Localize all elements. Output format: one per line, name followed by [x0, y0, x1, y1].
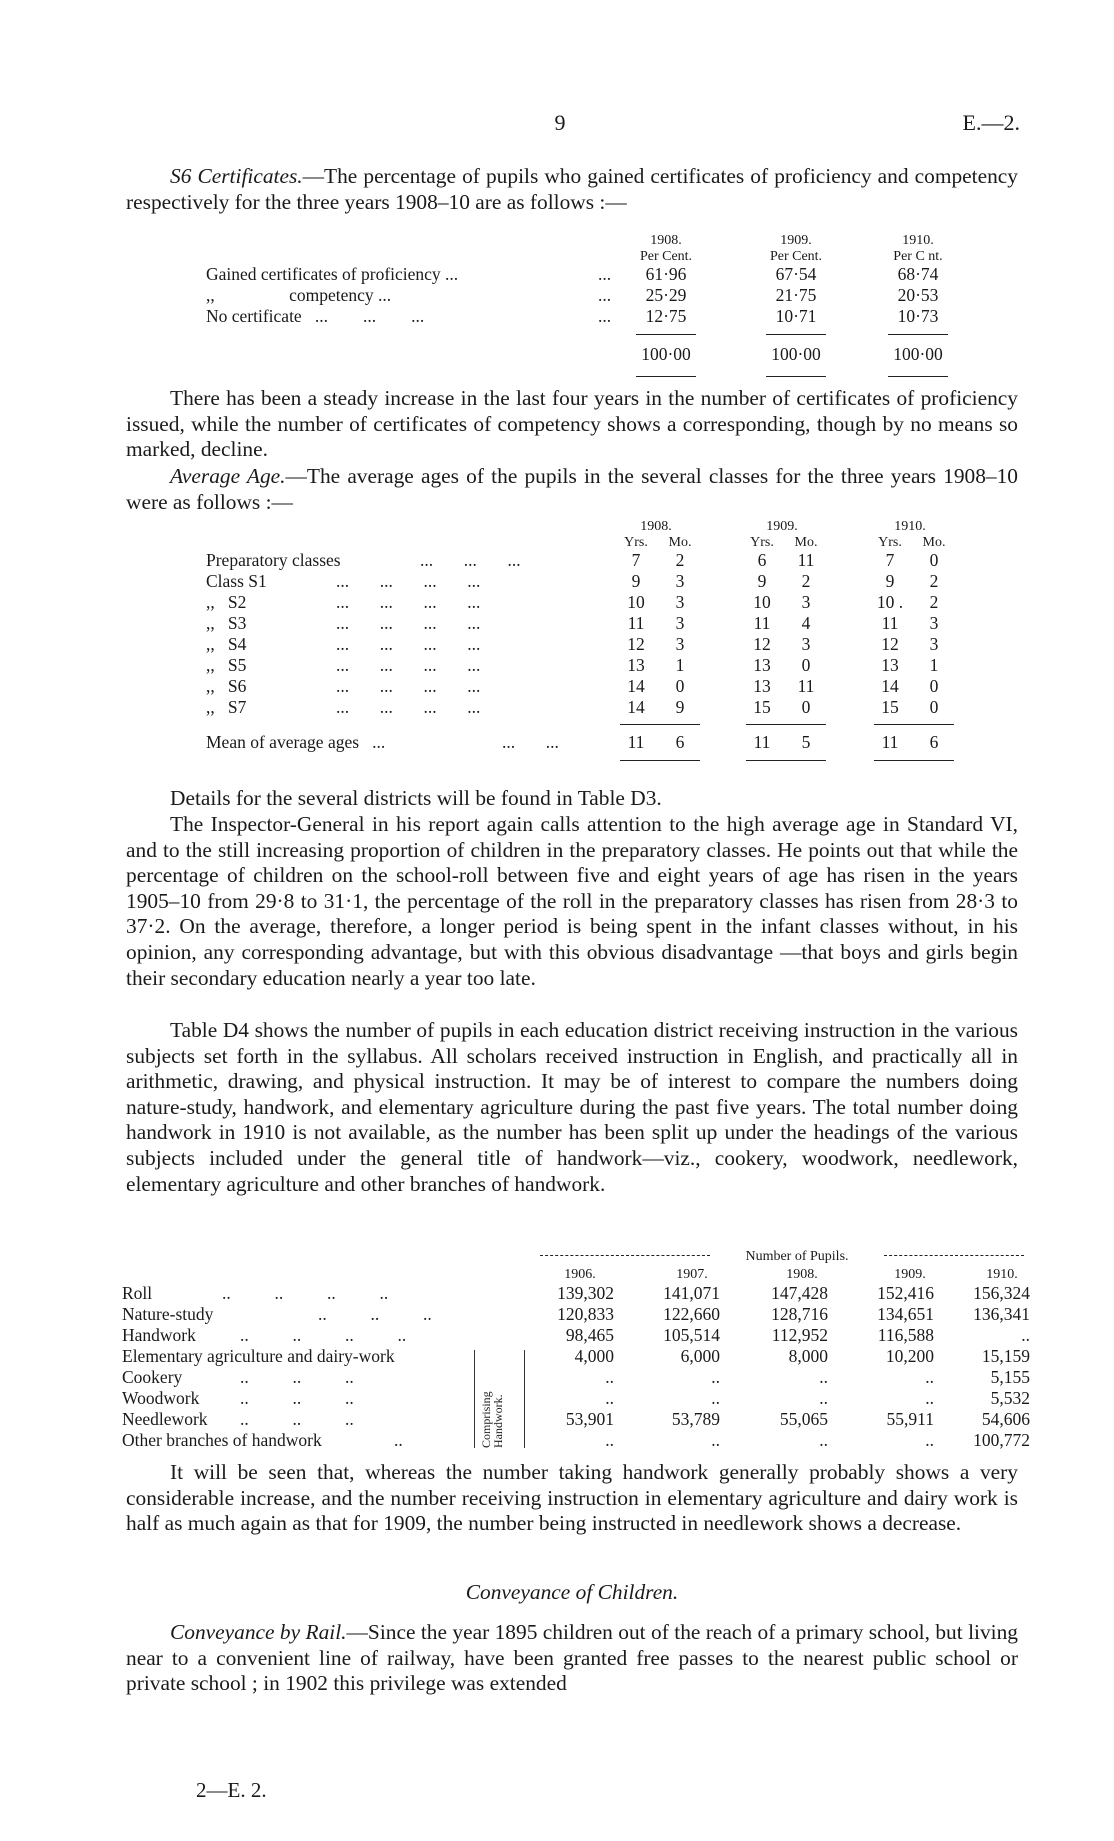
pupils-value: 141,071: [663, 1283, 720, 1303]
age-row-dots: ... ... ... ...: [336, 655, 481, 675]
age-value: 3: [929, 613, 939, 633]
pupils-year: 1907.: [676, 1267, 708, 1282]
age-value: 13: [753, 676, 771, 696]
conveyance-heading: Conveyance of Children.: [465, 1580, 679, 1604]
age-value: 9: [757, 571, 767, 591]
cert-unit-1908: Per Cent.: [639, 249, 693, 264]
age-mean-value: 5: [801, 732, 811, 752]
cert-rule: [636, 376, 696, 377]
age-value: 11: [627, 613, 645, 633]
heading-rule-right: [884, 1255, 1024, 1256]
pupils-value: 120,833: [557, 1304, 614, 1324]
age-year-1910: 1910.: [894, 519, 926, 534]
pupils-value: 136,341: [973, 1304, 1030, 1324]
age-row-dots: ... ... ... ...: [336, 592, 481, 612]
age-value: 9: [675, 697, 685, 717]
age-year-1908: 1908.: [640, 519, 672, 534]
pupils-value: 4,000: [574, 1346, 614, 1366]
heading-rule-left: [540, 1255, 710, 1256]
age-mean-dots: ... ...: [502, 732, 559, 752]
age-value: 15: [753, 697, 771, 717]
pupils-heading: Number of Pupils.: [745, 1249, 849, 1264]
cert-value: 12·75: [645, 306, 687, 326]
pupils-value: 5,155: [990, 1367, 1030, 1387]
cert-row-dots: ...: [598, 264, 612, 284]
certificates-paragraph: [126, 386, 1018, 463]
summary-paragraph: [126, 1460, 1018, 1537]
pupils-value: 98,465: [565, 1325, 614, 1345]
age-sub-yrs: Yrs.: [750, 535, 774, 550]
age-value: 11: [797, 676, 815, 696]
pupils-value: 152,416: [877, 1283, 934, 1303]
conveyance-title: Conveyance by Rail.: [170, 1620, 347, 1644]
cert-rule: [888, 376, 948, 377]
pupils-row-label: Cookery: [122, 1367, 183, 1387]
inspector-paragraph: [126, 812, 1018, 991]
age-mean-value: 11: [753, 732, 771, 752]
age-value: 3: [675, 634, 685, 654]
age-value: 4: [801, 613, 811, 633]
age-rule: [746, 724, 826, 725]
pupils-value: 10,200: [885, 1346, 934, 1366]
age-value: 12: [753, 634, 771, 654]
pupils-value: 5,532: [990, 1388, 1030, 1408]
age-value: 13: [881, 655, 899, 675]
table-d4-text: Table D4 shows the number of pupils in each education district receiving instruction in the various subjects set forth in the syllabus. All scholars received instruction in English, and practically all in arithmetic, drawing, and physical instruction. It may be of interest to compare the numbers doing nature-study, handwork, and elementary agriculture during the past five years. The total number doing handwork in 1910 is not available, as the number has been split up under the headings of the various subjects included under the general title of handwork—viz., cookery, woodwork, needlework, elementary agriculture and other branches of handwork.: [126, 1018, 1018, 1196]
age-value: 11: [797, 550, 815, 570]
cert-rule: [888, 334, 948, 335]
pupils-row-label: Roll: [122, 1283, 153, 1303]
pupils-row-dots: .. .. .. ..: [240, 1325, 407, 1345]
pupils-value: 147,428: [771, 1283, 828, 1303]
age-value: 2: [675, 550, 685, 570]
pupils-year: 1906.: [564, 1267, 596, 1282]
pupils-value: 54,606: [981, 1409, 1030, 1429]
age-row-dots: ... ... ... ...: [336, 634, 481, 654]
cert-year-1908: 1908.: [650, 233, 682, 248]
age-value: 2: [801, 571, 811, 591]
cert-total: 100·00: [893, 344, 943, 364]
age-row-dots: ... ... ... ...: [336, 697, 481, 717]
pupils-value: ..: [605, 1388, 614, 1408]
age-value: 11: [881, 613, 899, 633]
age-rule: [874, 724, 954, 725]
s6-paragraph: [126, 164, 1018, 215]
age-value: 15: [881, 697, 899, 717]
age-value: 11: [753, 613, 771, 633]
cert-value: 10·71: [775, 306, 817, 326]
age-row-dots: ... ... ...: [420, 550, 521, 570]
pupils-row-dots: .. .. ..: [240, 1409, 354, 1429]
pupils-year: 1909.: [894, 1267, 926, 1282]
pupils-value: 8,000: [788, 1346, 828, 1366]
pupils-year: 1910.: [986, 1267, 1018, 1282]
pupils-row-label: Handwork: [122, 1325, 196, 1345]
age-value: 10: [753, 592, 771, 612]
age-sub-mo: Mo.: [922, 535, 946, 550]
cert-value: 67·54: [775, 264, 817, 284]
age-value: 1: [929, 655, 939, 675]
cert-value: 21·75: [775, 285, 817, 305]
cert-value: 68·74: [897, 264, 939, 284]
age-value: 0: [801, 697, 811, 717]
age-rule: [620, 724, 700, 725]
cert-year-1910: 1910.: [902, 233, 934, 248]
cert-row-dots: ...: [598, 285, 612, 305]
age-sub-yrs: Yrs.: [878, 535, 902, 550]
cert-rule: [766, 334, 826, 335]
s6-title: S6 Certificates.: [170, 164, 303, 188]
pupils-value: ..: [819, 1430, 828, 1450]
age-sub-yrs: Yrs.: [624, 535, 648, 550]
age-value: 10: [627, 592, 645, 612]
pupils-value: 128,716: [771, 1304, 828, 1324]
brace-line: [474, 1350, 475, 1448]
age-value: 6: [757, 550, 767, 570]
pupils-value: 156,324: [973, 1283, 1030, 1303]
age-row-label: ,, S3: [206, 613, 247, 633]
age-sub-mo: Mo.: [794, 535, 818, 550]
pupils-row-dots: .. .. ..: [240, 1367, 354, 1387]
document-reference: E.—2.: [962, 110, 1020, 135]
pupils-row-dots: .. .. .. ..: [222, 1283, 389, 1303]
certificates-table: [206, 230, 966, 380]
pupils-row-dots: .. .. ..: [240, 1388, 354, 1408]
age-row-label: ,, S6: [206, 676, 247, 696]
age-value: 12: [881, 634, 899, 654]
age-row-label: ,, S7: [206, 697, 247, 717]
age-rule: [746, 760, 826, 761]
age-mean-value: 11: [881, 732, 899, 752]
cert-row-label: ,, competency ...: [206, 285, 392, 305]
age-mean-label: Mean of average ages ...: [206, 732, 386, 752]
age-value: 3: [929, 634, 939, 654]
age-value: 2: [929, 592, 939, 612]
age-row-label: Class S1: [206, 571, 267, 591]
cert-value: 10·73: [897, 306, 939, 326]
age-year-1909: 1909.: [766, 519, 798, 534]
age-value: 0: [929, 676, 939, 696]
age-value: 3: [675, 613, 685, 633]
pupils-year: 1908.: [786, 1267, 818, 1282]
pupils-value: 53,901: [565, 1409, 614, 1429]
age-rule: [874, 760, 954, 761]
pupils-row-label: Nature-study: [122, 1304, 214, 1324]
pupils-value: 134,651: [877, 1304, 934, 1324]
page-footer: 2—E. 2.: [196, 1778, 267, 1802]
age-value: 12: [627, 634, 645, 654]
average-age-table: [206, 516, 966, 776]
pupils-value: 15,159: [981, 1346, 1030, 1366]
age-row-label: ,, S2: [206, 592, 247, 612]
cert-row-label: Gained certificates of proficiency ...: [206, 264, 459, 284]
pupils-value: 122,660: [663, 1304, 720, 1324]
age-mean-value: 6: [675, 732, 685, 752]
age-row-dots: ... ... ... ...: [336, 613, 481, 633]
age-row-label: ,, S4: [206, 634, 247, 654]
cert-row-label: No certificate ... ... ...: [206, 306, 425, 326]
pupils-value: 116,588: [877, 1325, 934, 1345]
pupils-row-label: Needlework: [122, 1409, 208, 1429]
pupils-value: ..: [819, 1388, 828, 1408]
comprising-handwork-label: Comprising Handwork.: [479, 1391, 505, 1448]
age-value: 1: [675, 655, 685, 675]
details-paragraph: [126, 786, 1018, 812]
age-value: 0: [801, 655, 811, 675]
cert-total: 100·00: [771, 344, 821, 364]
conveyance-paragraph: [126, 1620, 1018, 1697]
cert-unit-1909: Per Cent.: [769, 249, 823, 264]
details-text: Details for the several districts will be found in Table D3.: [170, 786, 662, 810]
age-value: 0: [929, 697, 939, 717]
pupils-value: 139,302: [557, 1283, 614, 1303]
age-value: 13: [753, 655, 771, 675]
pupils-row-dots: ..: [394, 1430, 403, 1450]
age-value: 13: [627, 655, 645, 675]
pupils-value: ..: [1021, 1325, 1030, 1345]
pupils-value: ..: [925, 1367, 934, 1387]
pupils-row-label: Elementary agriculture and dairy-work: [122, 1346, 395, 1366]
age-sub-mo: Mo.: [668, 535, 692, 550]
cert-row-dots: ...: [598, 306, 612, 326]
pupils-row-dots: .. .. ..: [318, 1304, 432, 1324]
pupils-table: [122, 1246, 1030, 1456]
pupils-value: 112,952: [771, 1325, 828, 1345]
age-value: 3: [675, 592, 685, 612]
pupils-value: 100,772: [973, 1430, 1030, 1450]
page-number: 9: [554, 110, 566, 135]
pupils-value: ..: [711, 1388, 720, 1408]
inspector-text: The Inspector-General in his report again calls attention to the high average age in Standard VI, and to the still increasing proportion of children in the preparatory classes. He points out that while the percentage of children on the school-roll between five and eight years of age has risen in the years 1905–10 from 29·8 to 31·1, the percentage of the roll in the preparatory classes has risen from 28·3 to 37·2. On the average, therefore, a longer period is being spent in the infant classes without, in his opinion, any corresponding advantage, but with this obvious disadvantage —that boys and girls begin their secondary education nearly a year too late.: [126, 812, 1018, 990]
pupils-row-label: Woodwork: [122, 1388, 200, 1408]
pupils-row-label: Other branches of handwork: [122, 1430, 322, 1450]
age-mean-value: 6: [929, 732, 939, 752]
pupils-value: 105,514: [663, 1325, 720, 1345]
cert-unit-1910: Per C nt.: [893, 249, 943, 264]
s6-text: —The percentage of pupils who gained certificates of proficiency and competency respectively for the three years 1908–10 are as follows :—: [126, 164, 1018, 214]
cert-value: 20·53: [897, 285, 939, 305]
average-age-title: Average Age.: [170, 464, 286, 488]
age-value: 7: [885, 550, 895, 570]
average-age-text: —The average ages of the pupils in the several classes for the three years 1908–10 were as follows :—: [126, 464, 1018, 514]
pupils-value: ..: [605, 1367, 614, 1387]
cert-year-1909: 1909.: [780, 233, 812, 248]
age-value: 2: [929, 571, 939, 591]
cert-rule: [766, 376, 826, 377]
age-row-label: ,, S5: [206, 655, 247, 675]
certificates-text: There has been a steady increase in the last four years in the number of certificates of proficiency issued, while the number of certificates of competency shows a corresponding, though by no means so marked, decline.: [126, 386, 1018, 462]
conveyance-text: —Since the year 1895 children out of the reach of a primary school, but living near to a convenient line of railway, have been granted free passes to the nearest public school or private school ; in 1902 this privilege was extended: [126, 1620, 1019, 1696]
cert-rule: [636, 334, 696, 335]
age-row-dots: ... ... ... ...: [336, 676, 481, 696]
brace-line: [524, 1350, 525, 1448]
age-value: 3: [675, 571, 685, 591]
pupils-value: 55,911: [886, 1409, 934, 1429]
age-value: 9: [885, 571, 895, 591]
age-row-label: Preparatory classes: [206, 550, 341, 570]
cert-total: 100·00: [641, 344, 691, 364]
summary-text: It will be seen that, whereas the number taking handwork generally probably shows a very considerable increase, and the number receiving instruction in elementary agriculture and dairy work is half as much again as that for 1909, the number being instructed in needlework shows a decrease.: [126, 1460, 1018, 1536]
pupils-value: 53,789: [671, 1409, 720, 1429]
age-value: 9: [631, 571, 641, 591]
age-value: 7: [631, 550, 641, 570]
cert-value: 61·96: [645, 264, 687, 284]
pupils-value: ..: [925, 1388, 934, 1408]
age-value: 14: [627, 676, 645, 696]
age-value: 0: [675, 676, 685, 696]
cert-value: 25·29: [645, 285, 687, 305]
age-mean-value: 11: [627, 732, 645, 752]
pupils-value: 6,000: [680, 1346, 720, 1366]
pupils-value: ..: [925, 1430, 934, 1450]
pupils-value: 55,065: [779, 1409, 828, 1429]
age-rule: [620, 760, 700, 761]
age-value: 10 .: [876, 592, 904, 612]
age-value: 3: [801, 592, 811, 612]
pupils-value: ..: [819, 1367, 828, 1387]
age-value: 3: [801, 634, 811, 654]
age-value: 14: [881, 676, 899, 696]
pupils-value: ..: [711, 1430, 720, 1450]
age-value: 0: [929, 550, 939, 570]
age-row-dots: ... ... ... ...: [336, 571, 481, 591]
pupils-value: ..: [605, 1430, 614, 1450]
pupils-value: ..: [711, 1367, 720, 1387]
average-age-paragraph: [126, 464, 1018, 515]
table-d4-paragraph: [126, 1018, 1018, 1197]
age-value: 14: [627, 697, 645, 717]
